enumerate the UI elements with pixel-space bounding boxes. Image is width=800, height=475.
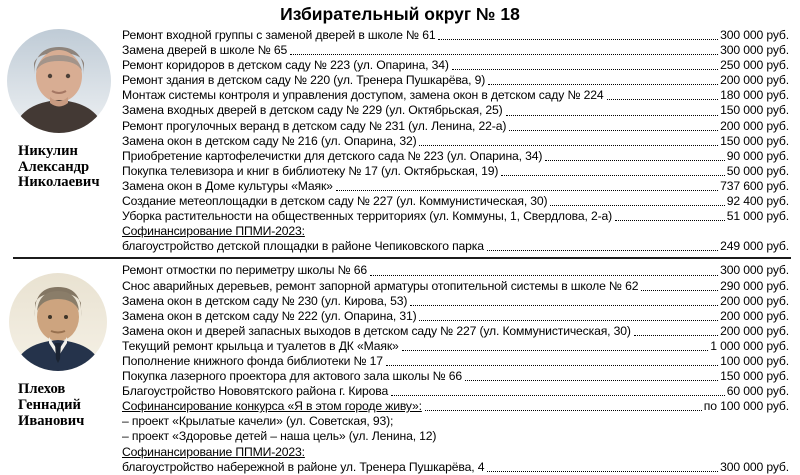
budget-item-label: Замена дверей в школе № 65	[122, 43, 288, 58]
candidate-photo	[9, 273, 122, 371]
budget-item-label: Благоустройство Нововятского района г. Кирова	[122, 384, 389, 399]
candidate-section	[0, 25, 800, 254]
budget-item-amount: 180 000 руб.	[720, 88, 789, 103]
budget-item-amount: 200 000 руб.	[720, 308, 789, 323]
budget-item-amount: 300 000 руб.	[720, 43, 789, 58]
budget-list	[122, 25, 800, 254]
budget-item-amount: 150 000 руб.	[720, 133, 789, 148]
dot-leader	[290, 54, 718, 55]
dot-leader	[641, 290, 718, 291]
budget-row	[122, 239, 789, 254]
budget-item-label: Софинансирование ППМИ-2023:	[122, 224, 305, 239]
budget-item-label: Замена входных дверей в детском саду № 229 (ул. Октябрьская, 25)	[122, 103, 503, 118]
budget-item-amount: 300 000 руб.	[720, 459, 789, 474]
budget-item-label: Ремонт входной группы с заменой дверей в школе № 61	[122, 28, 436, 42]
budget-row	[122, 194, 789, 209]
budget-row	[122, 58, 789, 73]
budget-item-amount: 100 000 руб.	[720, 353, 789, 368]
budget-item-amount: 290 000 руб.	[720, 278, 789, 293]
budget-row	[122, 28, 789, 43]
candidate-section	[0, 260, 800, 474]
budget-row	[122, 399, 789, 414]
budget-item-label: Ремонт коридоров в детском саду № 223 (ул. Опарина, 34)	[122, 58, 449, 73]
dot-leader	[545, 160, 724, 161]
dot-leader	[509, 130, 718, 131]
budget-item-label: Создание метеоплощадки в детском саду № 227 (ул. Коммунистическая, 30)	[122, 194, 548, 209]
budget-row	[122, 209, 789, 224]
candidate-name-line: Иванович	[18, 412, 85, 429]
budget-item-label: Ремонт отмостки по периметру школы № 66	[122, 263, 368, 278]
budget-item-amount: по 100 000 руб.	[703, 399, 789, 414]
budget-item-amount: 90 000 руб.	[726, 148, 789, 163]
dot-leader	[487, 250, 718, 251]
budget-item-label: Замена окон и дверей запасных выходов в детском саду № 227 (ул. Коммунистическая, 30)	[122, 323, 631, 338]
candidate-column	[0, 25, 122, 191]
budget-item-label: Покупка телевизора и книг в библиотеку № 17 (ул. Октябрьская, 19)	[122, 163, 499, 178]
candidate-name-line: Александр	[18, 158, 90, 175]
budget-item-amount: 200 000 руб.	[720, 73, 789, 88]
budget-row	[122, 369, 789, 384]
budget-row	[122, 339, 789, 354]
dot-leader	[634, 335, 718, 336]
budget-item-amount: 200 000 руб.	[720, 323, 789, 338]
budget-item-label: Ремонт прогулочных веранд в детском саду № 231 (ул. Ленина, 22-а)	[122, 118, 507, 133]
dot-leader	[615, 220, 725, 221]
budget-row	[122, 263, 789, 278]
dot-leader	[607, 99, 719, 100]
budget-item-amount: 50 000 руб.	[726, 163, 789, 178]
budget-item-amount: 250 000 руб.	[720, 58, 789, 73]
dot-leader	[336, 190, 718, 191]
budget-item-label: Софинансирование ППМИ-2023:	[122, 444, 305, 459]
budget-item-amount: 200 000 руб.	[720, 293, 789, 308]
budget-item-label: Ремонт здания в детском саду № 220 (ул. Тренера Пушкарёва, 9)	[122, 73, 486, 88]
budget-row	[122, 324, 789, 339]
sections-container	[0, 25, 800, 475]
budget-item-amount: 1 000 000 руб.	[710, 338, 789, 353]
dot-leader	[487, 471, 718, 472]
candidate-photo	[7, 29, 122, 133]
budget-row	[122, 134, 789, 149]
budget-item-label: благоустройство набережной в районе ул. Тренера Пушкарёва, 4	[122, 459, 485, 474]
budget-item-amount: 300 000 руб.	[720, 263, 789, 278]
dot-leader	[410, 305, 718, 306]
candidate-name-line: Геннадий	[18, 397, 81, 413]
budget-item-amount: 150 000 руб.	[720, 103, 789, 118]
dot-leader	[402, 350, 709, 351]
budget-row	[122, 103, 789, 118]
candidate-name-line: Плехов	[18, 381, 66, 398]
budget-item-label: Замена окон в детском саду № 216 (ул. Опарина, 32)	[122, 133, 417, 148]
candidate-name-line: Николаевич	[18, 174, 100, 191]
budget-row	[122, 149, 789, 164]
budget-row	[122, 43, 789, 58]
budget-item-label: Приобретение картофелечистки для детского сада № 223 (ул. Опарина, 34)	[122, 148, 543, 163]
budget-item-label: благоустройство детской площадки в районе Чепиковского парка	[122, 239, 484, 254]
budget-item-amount: 737 600 руб.	[720, 178, 789, 193]
dot-leader	[419, 145, 718, 146]
budget-row	[122, 224, 789, 239]
budget-item-label: Покупка лазерного проектора для актового зала школы № 66	[122, 369, 463, 384]
budget-item-label: Уборка растительности на общественных территориях (ул. Коммуны, 1, Свердлова, 2-а)	[122, 209, 613, 224]
candidate-column	[0, 260, 122, 429]
budget-item-amount: 249 000 руб.	[720, 239, 789, 254]
budget-item-label: Монтаж системы контроля и управления доступом, замена окон в детском саду № 224	[122, 88, 604, 103]
person-portrait-image	[9, 273, 107, 371]
dot-leader	[370, 275, 718, 276]
budget-row	[122, 445, 789, 460]
budget-row	[122, 414, 789, 429]
budget-item-label: Замена окон в детском саду № 230 (ул. Кирова, 53)	[122, 293, 408, 308]
budget-row	[122, 294, 789, 309]
budget-list	[122, 260, 800, 474]
page-title: Избирательный округ № 18	[280, 4, 520, 24]
budget-item-amount: 51 000 руб.	[726, 209, 789, 224]
dot-leader	[419, 320, 718, 321]
dot-leader	[452, 69, 718, 70]
dot-leader	[438, 39, 718, 40]
budget-item-amount: 92 400 руб.	[726, 194, 789, 209]
candidate-name-line: Никулин	[18, 143, 78, 159]
budget-row	[122, 460, 789, 475]
budget-item-label: Текущий ремонт крыльца и туалетов в ДК «Маяк»	[122, 338, 399, 353]
candidate-name	[0, 144, 122, 191]
budget-item-amount: 150 000 руб.	[720, 369, 789, 384]
budget-item-label: Снос аварийных деревьев, ремонт запорной арматуры отопительной системы в школе № 62	[122, 278, 639, 293]
dot-leader	[488, 84, 718, 85]
budget-item-label: – проект «Крылатые качели» (ул. Советская, 93);	[122, 414, 394, 429]
budget-row	[122, 164, 789, 179]
budget-row	[122, 179, 789, 194]
dot-leader	[386, 365, 718, 366]
budget-item-amount: 60 000 руб.	[726, 384, 789, 399]
dot-leader	[425, 410, 702, 411]
budget-item-label: Софинансирование конкурса «Я в этом городе живу»:	[122, 399, 422, 414]
budget-item-amount: 300 000 руб.	[720, 28, 789, 42]
budget-row	[122, 354, 789, 369]
dot-leader	[391, 395, 725, 396]
budget-row	[122, 88, 789, 103]
budget-item-label: – проект «Здоровье детей – наша цель» (ул. Ленина, 12)	[122, 429, 437, 444]
budget-item-label: Пополнение книжного фонда библиотеки № 17	[122, 353, 383, 368]
dot-leader	[550, 205, 724, 206]
budget-item-label: Замена окон в детском саду № 222 (ул. Опарина, 31)	[122, 308, 417, 323]
dot-leader	[501, 175, 724, 176]
budget-item-label: Замена окон в Доме культуры «Маяк»	[122, 178, 333, 193]
dot-leader	[506, 115, 719, 116]
budget-row	[122, 119, 789, 134]
candidate-name	[0, 382, 122, 429]
person-portrait-image	[7, 29, 111, 133]
budget-row	[122, 73, 789, 88]
budget-row	[122, 309, 789, 324]
budget-item-amount: 200 000 руб.	[720, 118, 789, 133]
budget-row	[122, 279, 789, 294]
budget-row	[122, 429, 789, 444]
section-divider	[13, 257, 791, 259]
budget-row	[122, 384, 789, 399]
dot-leader	[465, 380, 718, 381]
